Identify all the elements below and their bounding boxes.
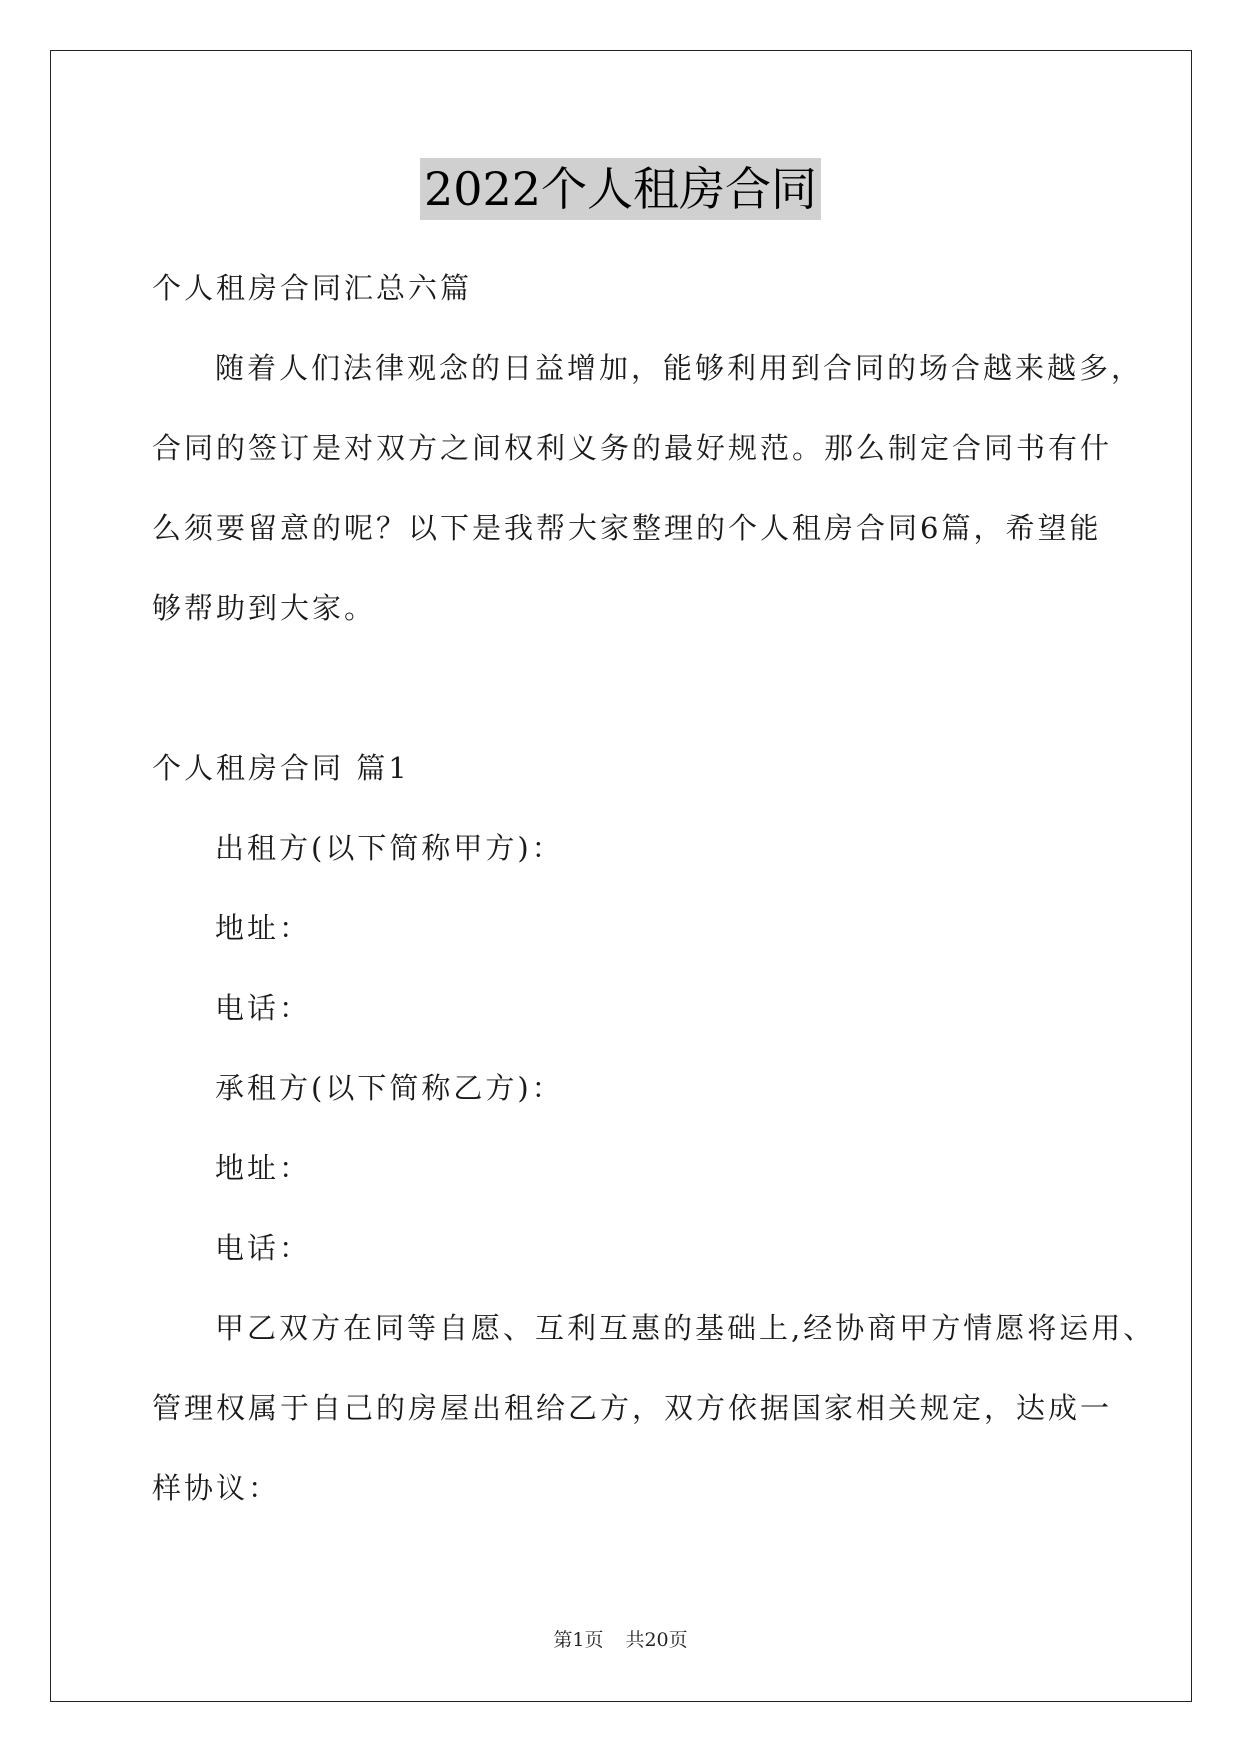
lessor-phone-label: 电话： [215, 991, 312, 1025]
intro-line-2: 合同的签订是对双方之间权利义务的最好规范。那么制定合同书有什 [152, 431, 1113, 465]
agreement-line-3: 样协议： [152, 1471, 281, 1505]
page-footer [0, 1628, 1241, 1652]
page-number-total: 共20页 [625, 1629, 688, 1651]
lessor-address-label: 地址： [215, 911, 312, 945]
intro-line-4: 够帮助到大家。 [152, 591, 377, 625]
document-subtitle: 个人租房合同汇总六篇 [152, 271, 473, 305]
title-container [0, 158, 1241, 220]
agreement-line-1: 甲乙双方在同等自愿、互利互惠的基础上,经协商甲方情愿将运用、 [215, 1311, 1156, 1345]
intro-line-1: 随着人们法律观念的日益增加，能够利用到合同的场合越来越多， [215, 351, 1144, 385]
lessee-label: 承租方(以下简称乙方)： [215, 1071, 564, 1105]
agreement-line-2: 管理权属于自己的房屋出租给乙方，双方依据国家相关规定，达成一 [152, 1391, 1113, 1425]
section-heading: 个人租房合同 篇1 [152, 751, 410, 785]
lessor-label: 出租方(以下简称甲方)： [215, 831, 564, 865]
lessee-phone-label: 电话： [215, 1231, 312, 1265]
document-title: 2022个人租房合同 [420, 158, 821, 220]
lessee-address-label: 地址： [215, 1151, 312, 1185]
intro-line-3: 么须要留意的呢？以下是我帮大家整理的个人租房合同6篇，希望能 [152, 511, 1102, 545]
page-number-current: 第1页 [553, 1629, 604, 1651]
